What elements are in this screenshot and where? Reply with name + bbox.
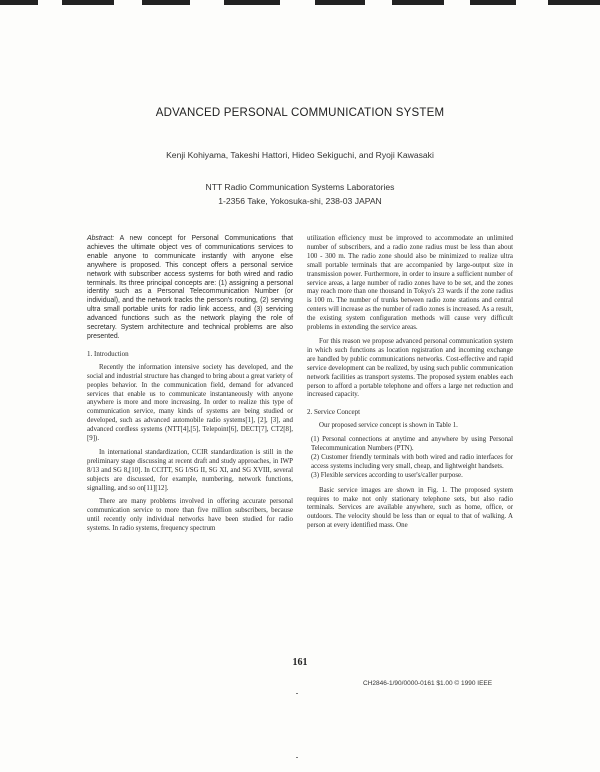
right-paragraph-2: For this reason we propose advanced personal communication system in which such functions as location registration and incoming exchange are handled by public communications networks. Cost-effective and rapid service development can be realized, by using such public communication network facilities as transport systems. The proposed system enables each person to afford a portable telephone and offers a large net reduction and increased capacity.: [307, 337, 513, 399]
scan-speck: [296, 693, 298, 694]
scan-speck: [296, 757, 298, 758]
service-item-1: (1) Personal connections at anytime and anywhere by using Personal Telecommunication Numbers (PTN).: [311, 436, 513, 453]
author-list: Kenji Kohiyama, Takeshi Hattori, Hideo Sekiguchi, and Ryoji Kawasaki: [166, 150, 434, 160]
service-item-3: (3) Flexible services according to user's/caller purpose.: [311, 471, 463, 479]
left-column: [87, 235, 293, 539]
service-item-2: (2) Customer friendly terminals with both wired and radio interfaces for access systems including very small, cheap, and lightweight handsets.: [311, 453, 513, 470]
scan-top-edge-marks: [0, 0, 600, 10]
paper-title: ADVANCED PERSONAL COMMUNICATION SYSTEM: [155, 107, 445, 119]
right-paragraph-3: Basic service images are shown in Fig. 1. The proposed system requires to make not only stationary telephone sets, but also radio terminals. Services are available anywhere, such as home, office, or outdoors. The velocity should be less than or equal to that of walking. A person at every identified mass. One: [307, 486, 513, 530]
intro-paragraph-1: Recently the information intensive society has developed, and the social and industrial structure has changed to bring about a great variety of peoples behavior. In the communication field, demand for advanced services that enable us to communicate instantaneously with anyone anywhere is more and more increasing. In order to realize this type of communication service, many kinds of systems are being studied or developed, such as advanced automobile radio systems[1], [2], [3], and advanced cordless systems (NTT[4],[5], Telepoint[6], DECT[7], CT2[8],[9]).: [87, 363, 293, 443]
service-list: [307, 436, 513, 481]
abstract-text: A new concept for Personal Communications that achieves the ultimate object ves of communications services to enable anyone to communicate instantly with anyone else anywhere is proposed. This concept offers a personal service network with subscriber access systems for both wired and radio terminals. Its three principal concepts are: (1) assigning a personal identity such as a Personal Telecommunication Number (or individual), and the network tracks the person's routing, (2) serving ultra small portable units for radio link access, and (3) servicing advanced functions such as the network playing the role of secretary. System architecture and technical problems are also presented.: [87, 235, 293, 340]
right-paragraph-1: utilization efficiency must be improved to accommodate an unlimited number of subscribers, and a radio zone radius must be less than about 100 - 300 m. The radio zone should also be minimized to realize ultra small portable terminals that are accompanied by large-output size in transmission power. Furthermore, in order to insure a sufficient number of service areas, a large number of radio zones have to be set, and the zones may reach more than one thousand in Tokyo's 23 wards if the zone radius is 100 m. The number of trunks between radio zone stations and central centers will increase as the number of radio zones is increased. As a result, the existing system configuration methods will cause very difficult problems in extending the service areas.: [307, 235, 513, 332]
abstract-label: Abstract:: [87, 235, 115, 242]
affiliation-lab: NTT Radio Communication Systems Laboratories: [205, 182, 395, 192]
section-heading-introduction: 1. Introduction: [87, 349, 129, 358]
affiliation: [0, 180, 600, 208]
page-number: 161: [292, 657, 308, 668]
right-column: [307, 235, 513, 536]
intro-paragraph-3: There are many problems involved in offering accurate personal communication service to more than five million subscribers, because until recently only individual networks have been studied for radio systems. In radio systems, frequency spectrum: [87, 498, 293, 533]
service-intro: Our proposed service concept is shown in Table 1.: [319, 422, 458, 430]
intro-paragraph-2: In international standardization, CCIR standardization is still in the preliminary stage discussing at recent draft and study approaches, in IWP 8/13 and SG 8,[10]. In CCITT, SG I/SG II, SG XI, and SG XVIII, several subjects are discussed, for example, numbering, network functions, signalling, and so on[11][12].: [87, 448, 293, 492]
affiliation-address: 1-2356 Take, Yokosuka-shi, 238-03 JAPAN: [218, 196, 382, 206]
abstract: [87, 235, 293, 342]
section-heading-service-concept: 2. Service Concept: [307, 408, 361, 417]
ieee-code: CH2846-1/90/0000-0161 $1.00 © 1990 IEEE: [363, 680, 493, 687]
